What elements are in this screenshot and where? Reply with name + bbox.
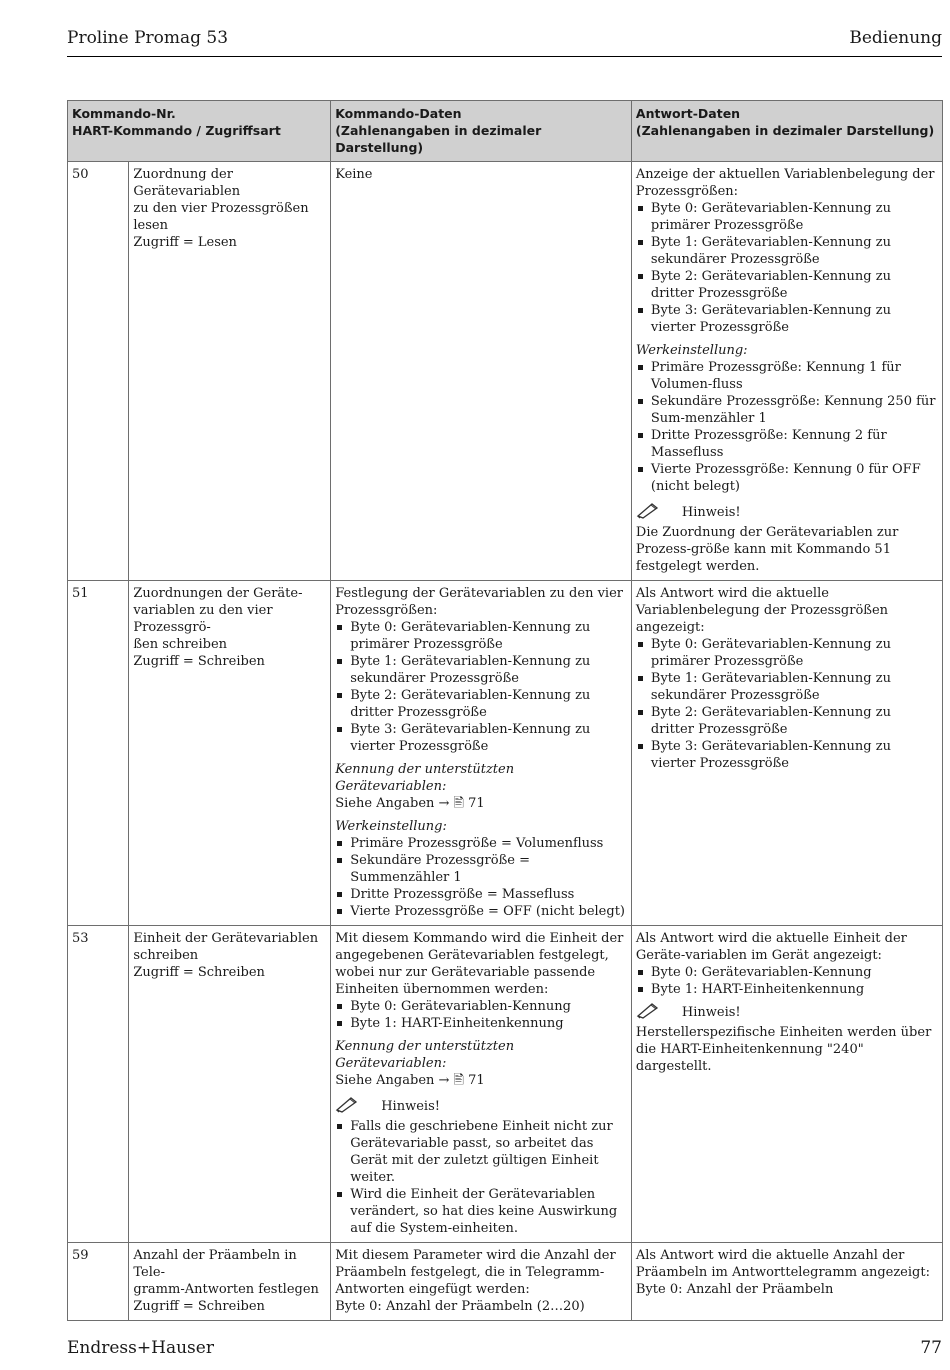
page-header-section: Bedienung xyxy=(849,28,942,48)
response-bullets xyxy=(636,964,938,998)
col-header-command xyxy=(68,101,331,162)
note-bullets xyxy=(335,1118,627,1237)
command-description xyxy=(129,162,331,581)
response-data xyxy=(631,926,942,1243)
desc-line: variablen zu den vier Prozessgrö- xyxy=(133,603,273,635)
col-header-command-sub: HART-Kommando / Zugriffsart xyxy=(72,123,281,138)
list-item: Vierte Prozessgröße: Kennung 0 für OFF (nicht belegt) xyxy=(636,461,938,495)
response-bullets xyxy=(636,200,938,336)
response-intro: Als Antwort wird die aktuelle Variablenbelegung der Prozessgrößen angezeigt: xyxy=(635,586,889,635)
col-header-command-data xyxy=(331,101,632,162)
factory-setting-label: Werkeinstellung: xyxy=(335,819,447,834)
command-intro: Mit diesem Kommando wird die Einheit der angegebenen Gerätevariablen festgelegt, wobei nur zur Gerätevariable passende Einheiten übernommen werden: xyxy=(335,931,624,997)
page-header-title: Proline Promag 53 xyxy=(67,28,229,48)
list-item: Primäre Prozessgröße: Kennung 1 für Volumen-fluss xyxy=(636,359,938,393)
list-item: Byte 0: Gerätevariablen-Kennung zu primärer Prozessgröße xyxy=(335,619,627,653)
response-intro: Anzeige der aktuellen Variablenbelegung der Prozessgrößen: xyxy=(635,167,935,199)
col-header-response-data xyxy=(631,101,942,162)
list-item: Sekundäre Prozessgröße = Summenzähler 1 xyxy=(335,852,627,886)
table-row xyxy=(68,581,943,926)
command-number: 50 xyxy=(68,162,129,581)
response-bullets xyxy=(636,636,938,772)
desc-line: Anzahl der Präambeln in Tele- xyxy=(133,1248,297,1280)
response-intro: Als Antwort wird die aktuelle Anzahl der Präambeln im Antworttelegramm angezeigt: xyxy=(635,1248,930,1280)
command-description xyxy=(129,581,331,926)
pencil-note-icon xyxy=(335,1095,371,1118)
command-number: 51 xyxy=(68,581,129,926)
command-byte: Byte 0: Anzahl der Präambeln (2…20) xyxy=(335,1299,585,1314)
list-item: Primäre Prozessgröße = Volumenfluss xyxy=(335,835,627,852)
header-rule xyxy=(67,56,942,57)
command-description xyxy=(129,926,331,1243)
page-number: 77 xyxy=(920,1338,942,1358)
list-item: Byte 3: Gerätevariablen-Kennung zu vierter Prozessgröße xyxy=(636,738,938,772)
factory-setting-bullets xyxy=(636,359,938,495)
command-description xyxy=(129,1243,331,1321)
command-bullets xyxy=(335,619,627,755)
table-header-row xyxy=(68,101,943,162)
desc-line: gramm-Antworten festlegen xyxy=(133,1282,319,1297)
desc-line: Zugriff = Schreiben xyxy=(133,1299,265,1314)
list-item: Byte 1: Gerätevariablen-Kennung zu sekundärer Prozessgröße xyxy=(636,234,938,268)
command-data: Keine xyxy=(331,162,632,581)
note-label: Hinweis! xyxy=(681,1005,741,1020)
list-item: Byte 1: Gerätevariablen-Kennung zu sekundärer Prozessgröße xyxy=(335,653,627,687)
desc-line: Zugriff = Schreiben xyxy=(133,965,265,980)
response-data xyxy=(631,1243,942,1321)
list-item: Byte 1: Gerätevariablen-Kennung zu sekundärer Prozessgröße xyxy=(636,670,938,704)
list-item: Byte 2: Gerätevariablen-Kennung zu dritter Prozessgröße xyxy=(335,687,627,721)
desc-line: zu den vier Prozessgrößen lesen xyxy=(133,201,309,233)
list-item: Byte 0: Gerätevariablen-Kennung zu primärer Prozessgröße xyxy=(636,200,938,234)
col-header-command-data-sub: (Zahlenangaben in dezimaler Darstellung) xyxy=(335,123,542,155)
command-number: 59 xyxy=(68,1243,129,1321)
command-data xyxy=(331,926,632,1243)
col-header-response-data-title: Antwort-Daten xyxy=(635,106,741,121)
list-item: Dritte Prozessgröße: Kennung 2 für Massefluss xyxy=(636,427,938,461)
note-block xyxy=(636,1001,938,1024)
page-reference-link[interactable]: Siehe Angaben → 🖹 71 xyxy=(335,796,485,811)
response-data xyxy=(631,162,942,581)
list-item: Byte 1: HART-Einheitenkennung xyxy=(636,981,938,998)
page-reference-link[interactable]: Siehe Angaben → 🖹 71 xyxy=(335,1073,485,1088)
table-row xyxy=(68,926,943,1243)
list-item: Byte 0: Gerätevariablen-Kennung xyxy=(636,964,938,981)
response-byte: Byte 0: Anzahl der Präambeln xyxy=(635,1282,834,1297)
note-label: Hinweis! xyxy=(381,1099,440,1114)
factory-setting-bullets xyxy=(335,835,627,920)
supported-variables-label: Kennung der unterstützten Gerätevariablen: xyxy=(335,1039,515,1071)
desc-line: ßen schreiben xyxy=(133,637,228,652)
supported-variables-label: Kennung der unterstützten Gerätevariablen: xyxy=(335,762,515,794)
table-row xyxy=(68,162,943,581)
command-bullets xyxy=(335,998,627,1032)
response-data xyxy=(631,581,942,926)
command-data xyxy=(331,1243,632,1321)
list-item: Wird die Einheit der Gerätevariablen verändert, so hat dies keine Auswirkung auf die System-einheiten. xyxy=(335,1186,627,1237)
desc-line: Einheit der Gerätevariablen xyxy=(133,931,319,946)
desc-line: Zuordnung der Gerätevariablen xyxy=(133,167,241,199)
command-intro: Festlegung der Gerätevariablen zu den vier Prozessgrößen: xyxy=(335,586,623,618)
list-item: Byte 2: Gerätevariablen-Kennung zu dritter Prozessgröße xyxy=(636,704,938,738)
desc-line: Zugriff = Lesen xyxy=(133,235,237,250)
col-header-response-data-sub: (Zahlenangaben in dezimaler Darstellung) xyxy=(635,123,935,138)
desc-line: Zugriff = Schreiben xyxy=(133,654,265,669)
list-item: Byte 1: HART-Einheitenkennung xyxy=(335,1015,627,1032)
list-item: Byte 0: Gerätevariablen-Kennung xyxy=(335,998,627,1015)
col-header-command-title: Kommando-Nr. xyxy=(72,106,176,121)
note-label: Hinweis! xyxy=(681,505,741,520)
list-item: Byte 3: Gerätevariablen-Kennung zu vierter Prozessgröße xyxy=(636,302,938,336)
desc-line: Zuordnungen der Geräte- xyxy=(133,586,303,601)
footer-brand: Endress+Hauser xyxy=(67,1338,214,1358)
table-row xyxy=(68,1243,943,1321)
note-block xyxy=(636,501,938,524)
response-intro: Als Antwort wird die aktuelle Einheit der Geräte-variablen im Gerät angezeigt: xyxy=(635,931,907,963)
list-item: Byte 0: Gerätevariablen-Kennung zu primärer Prozessgröße xyxy=(636,636,938,670)
note-block xyxy=(335,1095,627,1118)
col-header-command-data-title: Kommando-Daten xyxy=(335,106,462,121)
command-number: 53 xyxy=(68,926,129,1243)
list-item: Dritte Prozessgröße = Massefluss xyxy=(335,886,627,903)
list-item: Sekundäre Prozessgröße: Kennung 250 für Sum-menzähler 1 xyxy=(636,393,938,427)
command-data xyxy=(331,581,632,926)
note-text: Die Zuordnung der Gerätevariablen zur Prozess-größe kann mit Kommando 51 festgelegt werden. xyxy=(635,525,899,574)
list-item: Byte 3: Gerätevariablen-Kennung zu vierter Prozessgröße xyxy=(335,721,627,755)
list-item: Vierte Prozessgröße = OFF (nicht belegt) xyxy=(335,903,627,920)
hart-command-table xyxy=(67,100,943,1321)
list-item: Byte 2: Gerätevariablen-Kennung zu dritter Prozessgröße xyxy=(636,268,938,302)
desc-line: schreiben xyxy=(133,948,199,963)
note-text: Herstellerspezifische Einheiten werden über die HART-Einheitenkennung "240" dargestellt. xyxy=(635,1025,932,1074)
factory-setting-label: Werkeinstellung: xyxy=(635,343,748,358)
command-intro: Mit diesem Parameter wird die Anzahl der Präambeln festgelegt, die in Telegramm-Antworten eingefügt werden: xyxy=(335,1248,616,1297)
pencil-note-icon xyxy=(636,1001,672,1024)
list-item: Falls die geschriebene Einheit nicht zur Gerätevariable passt, so arbeitet das Gerät mit der zuletzt gültigen Einheit weiter. xyxy=(335,1118,627,1186)
pencil-note-icon xyxy=(636,501,672,524)
